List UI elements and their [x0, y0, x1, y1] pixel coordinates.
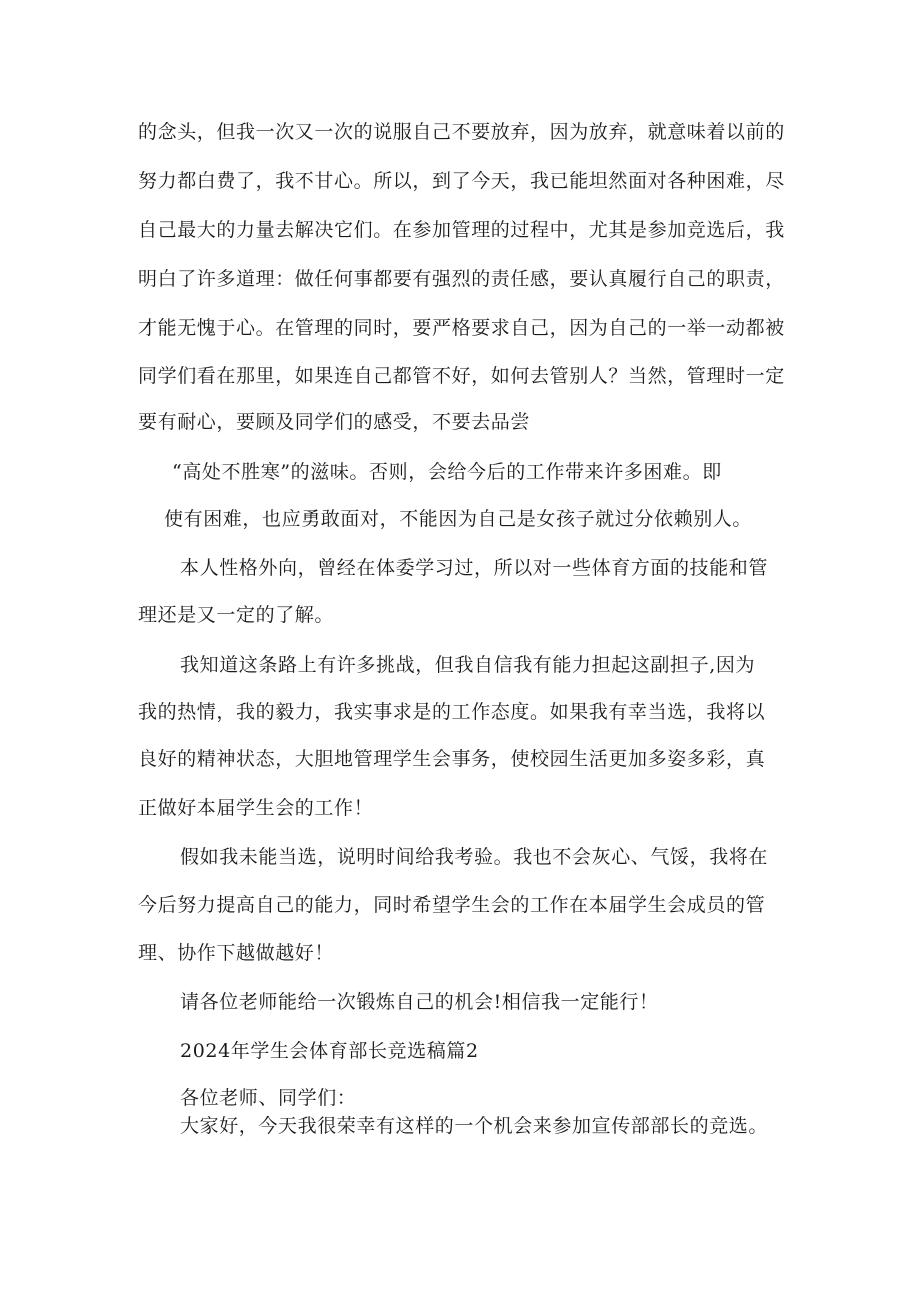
text-line-15: 正做好本届学生会的工作！	[138, 797, 374, 819]
text-line-10: 本人性格外向，曾经在体委学习过，所以对一些体育方面的技能和管	[180, 557, 769, 579]
text-line-3: 自己最大的力量去解决它们。在参加管理的过程中，尤其是参加竞选后，我	[138, 219, 785, 241]
text-line-19: 请各位老师能给一次锻炼自己的机会!相信我一定能行！	[180, 991, 659, 1013]
text-line-2: 努力都白费了，我不甘心。所以，到了今天，我已能坦然面对各种困难，尽	[138, 170, 785, 192]
text-line-7: 要有耐心，要顾及同学们的感受，不要去品尝	[138, 411, 531, 433]
text-line-11: 理还是又一定的了解。	[138, 604, 335, 626]
text-line-16: 假如我未能当选，说明时间给我考验。我也不会灰心、气馁，我将在	[180, 846, 769, 868]
text-line-14: 良好的精神状态，大胆地管理学生会事务，使校园生活更加多姿多彩，真	[138, 748, 766, 770]
salutation: 各位老师、同学们：	[180, 1087, 357, 1109]
text-line-6: 同学们看在那里，如果连自己都管不好，如何去管别人？当然，管理时一定	[138, 365, 785, 387]
text-line-13: 我的热情，我的毅力，我实事求是的工作态度。如果我有幸当选，我将以	[138, 701, 766, 723]
text-line-5: 才能无愧于心。在管理的同时，要严格要求自己，因为自己的一举一动都被	[138, 317, 785, 339]
text-line-17: 今后努力提高自己的能力，同时希望学生会的工作在本届学生会成员的管	[138, 894, 766, 916]
text-line-1: 的念头，但我一次又一次的说服自己不要放弃，因为放弃，就意味着以前的	[138, 121, 785, 143]
text-line-4: 明白了许多道理：做任何事都要有强烈的责任感，要认真履行自己的职责，	[138, 268, 785, 290]
section-heading: 2024年学生会体育部长竞选稿篇2	[180, 1040, 479, 1062]
text-line-8: “高处不胜寒”的滋味。否则，会给今后的工作带来许多困难。即	[172, 461, 722, 483]
text-line-22: 大家好，今天我很荣幸有这样的一个机会来参加宣传部部长的竞选。	[180, 1115, 769, 1137]
text-line-9: 使有困难，也应勇敢面对，不能因为自己是女孩子就过分依赖别人。	[164, 508, 753, 530]
text-line-12: 我知道这条路上有许多挑战，但我自信我有能力担起这副担子,因为	[180, 654, 756, 676]
text-line-18: 理、协作下越做越好！	[138, 942, 335, 964]
